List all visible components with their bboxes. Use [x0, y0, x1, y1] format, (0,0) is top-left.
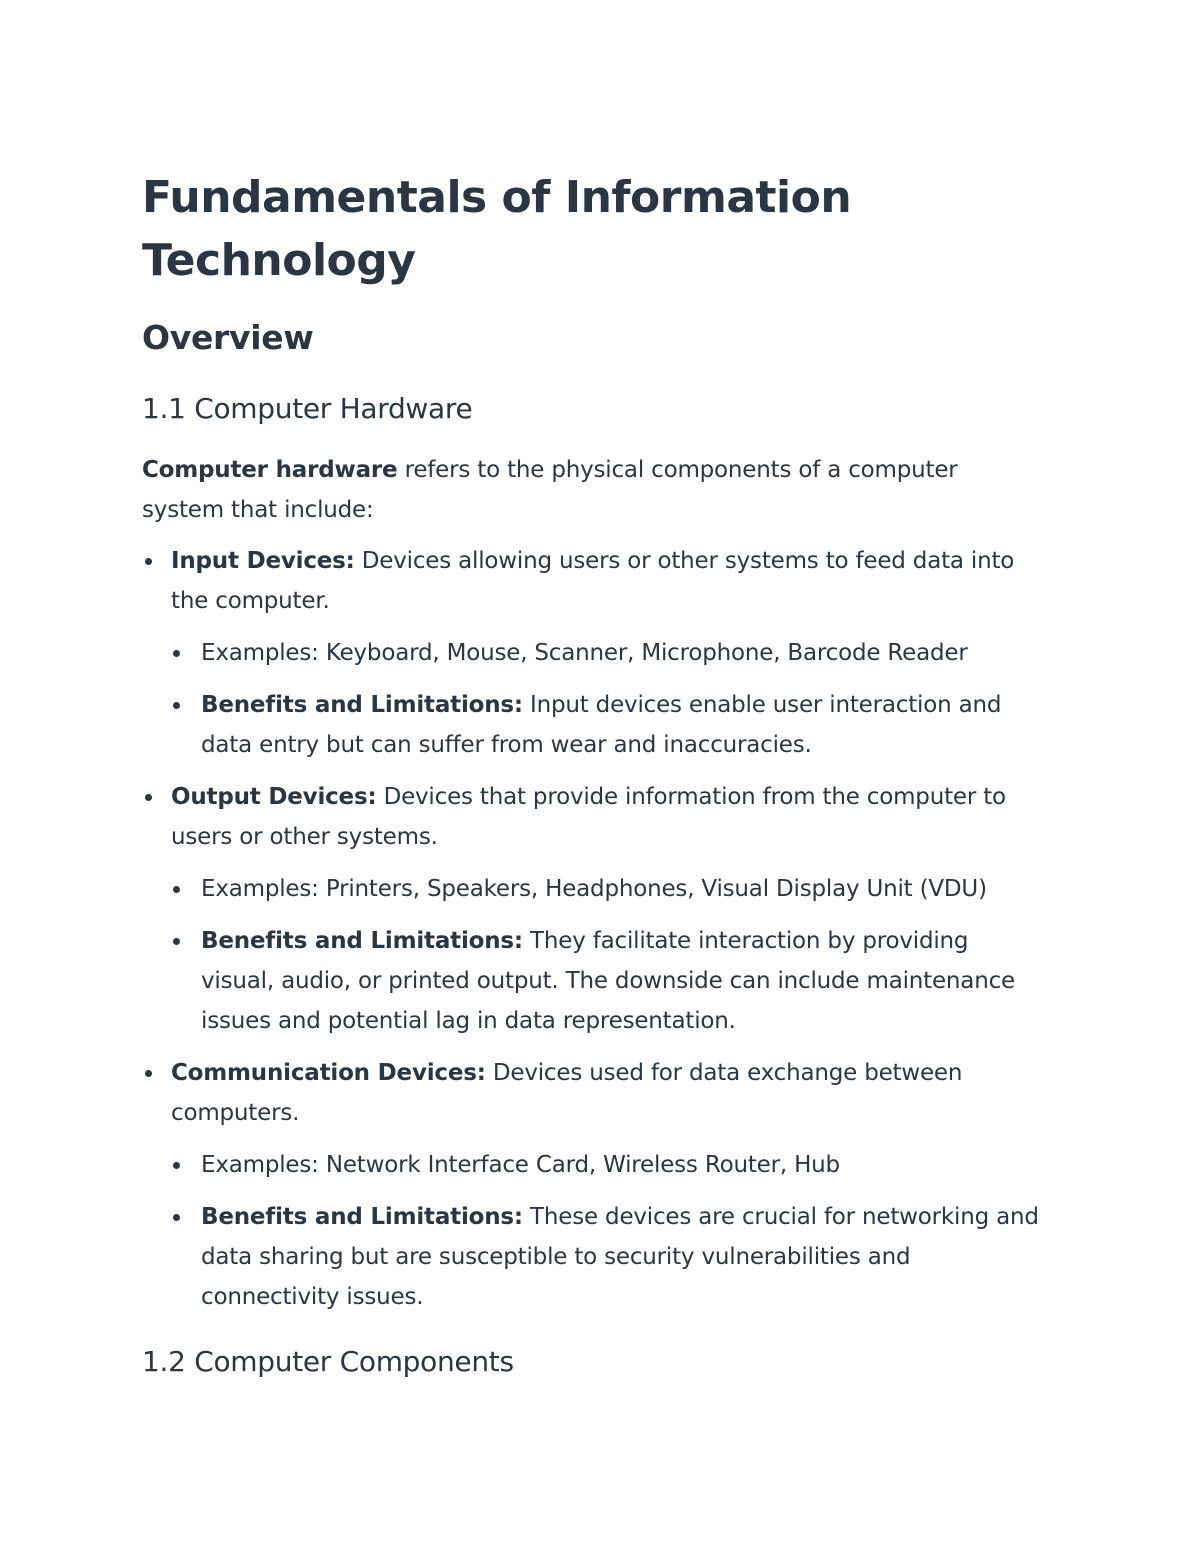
output-devices-examples	[171, 869, 1042, 909]
bullet-icon	[173, 938, 180, 945]
list-item-input-devices	[142, 541, 1042, 765]
output-devices-benefits-label: Benefits and Limitations:	[201, 928, 523, 954]
output-devices-examples-text: Examples: Printers, Speakers, Headphones, Visual Display Unit (VDU)	[201, 876, 987, 902]
communication-devices-label: Communication Devices:	[171, 1060, 486, 1086]
hardware-intro-bold: Computer hardware	[142, 457, 398, 483]
communication-devices-examples-text: Examples: Network Interface Card, Wireless Router, Hub	[201, 1152, 840, 1178]
output-devices-label: Output Devices:	[171, 784, 377, 810]
hardware-intro-text: refers to the physical components of a computer system that include:	[142, 457, 958, 523]
input-devices-benefits-label: Benefits and Limitations:	[201, 692, 523, 718]
bullet-icon	[145, 1070, 152, 1077]
input-devices-examples	[171, 633, 1042, 673]
input-devices-benefits	[171, 685, 1042, 765]
list-item-communication-devices	[142, 1053, 1042, 1317]
input-devices-text: Devices allowing users or other systems to feed data into the computer.	[171, 548, 1015, 614]
bullet-icon	[173, 886, 180, 893]
bullet-icon	[173, 1162, 180, 1169]
input-devices-sublist	[171, 633, 1042, 765]
section-1-1-heading: 1.1 Computer Hardware	[142, 392, 473, 425]
output-devices-text: Devices that provide information from the computer to users or other systems.	[171, 784, 1006, 850]
hardware-list	[142, 541, 1042, 1329]
section-1-2-heading: 1.2 Computer Components	[142, 1345, 514, 1378]
bullet-icon	[173, 1214, 180, 1221]
bullet-icon	[145, 794, 152, 801]
document-title: Fundamentals of Information Technology	[142, 172, 852, 286]
communication-devices-benefits-label: Benefits and Limitations:	[201, 1204, 523, 1230]
bullet-icon	[145, 558, 152, 565]
communication-devices-benefits-text: These devices are crucial for networking and data sharing but are susceptible to security vulnerabilities and connectivity issues.	[201, 1204, 1039, 1310]
output-devices-benefits	[171, 921, 1042, 1041]
bullet-icon	[173, 702, 180, 709]
communication-devices-examples	[171, 1145, 1042, 1185]
output-devices-benefits-text: They facilitate interaction by providing visual, audio, or printed output. The downside can include maintenance issues and potential lag in data representation.	[201, 928, 1015, 1034]
communication-devices-text: Devices used for data exchange between computers.	[171, 1060, 963, 1126]
communication-devices-sublist	[171, 1145, 1042, 1317]
communication-devices-benefits	[171, 1197, 1042, 1317]
input-devices-examples-text: Examples: Keyboard, Mouse, Scanner, Microphone, Barcode Reader	[201, 640, 968, 666]
bullet-icon	[173, 650, 180, 657]
output-devices-sublist	[171, 869, 1042, 1041]
hardware-intro-paragraph	[142, 450, 1042, 530]
input-devices-benefits-text: Input devices enable user interaction and data entry but can suffer from wear and inaccuracies.	[201, 692, 1002, 758]
overview-heading: Overview	[142, 318, 314, 357]
list-item-output-devices	[142, 777, 1042, 1041]
input-devices-label: Input Devices:	[171, 548, 355, 574]
